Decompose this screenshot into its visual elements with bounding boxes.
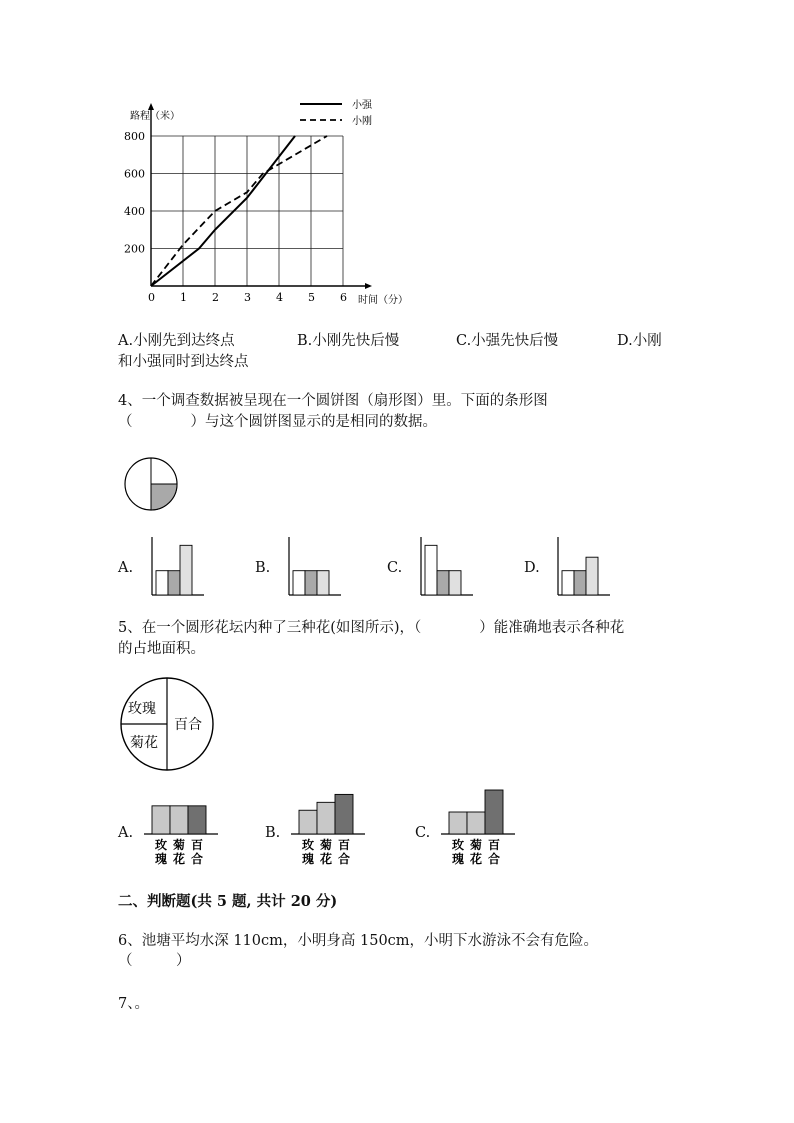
q5-bar-chart-c [439, 785, 519, 870]
bar [317, 802, 335, 834]
bar-category-label: 合 [338, 852, 351, 866]
bar [449, 812, 467, 834]
y-axis-arrow [148, 103, 154, 110]
x-tick-label: 3 [244, 291, 251, 304]
q4-bar-chart-a [148, 535, 206, 597]
bar [299, 810, 317, 834]
x-axis-arrow [365, 283, 372, 289]
q5-pie-chart [118, 675, 216, 773]
q4-bar-chart-b [285, 535, 343, 597]
bar [467, 812, 485, 834]
bar [305, 571, 317, 595]
bar-category-label: 瑰 [302, 852, 315, 866]
pie-slice-shaded [151, 484, 177, 510]
q6-answer-blank: （ ） [118, 953, 191, 969]
bar [574, 571, 586, 595]
bar [562, 571, 574, 595]
q4-bar-chart-c [417, 535, 475, 597]
q4-pie-chart [122, 455, 180, 513]
bar [485, 790, 503, 834]
bar-category-label: 瑰 [452, 852, 465, 866]
x-tick-label: 2 [212, 291, 219, 304]
bar-category-label: 菊 [173, 838, 186, 852]
bar-category-label: 花 [173, 852, 186, 866]
bar-category-label: 花 [320, 852, 333, 866]
bar [168, 571, 180, 595]
pie-label-chrysanthemum: 菊花 [130, 735, 158, 751]
x-tick-label: 4 [276, 291, 283, 304]
pie-label-lily: 百合 [174, 717, 202, 733]
chart-legend [300, 98, 373, 127]
bar [425, 545, 437, 595]
bar [317, 571, 329, 595]
q5-question-line1: 5、在一个圆形花坛内种了三种花(如图所示)，（ ）能准确地表示各种花 [118, 620, 625, 636]
y-axis-label: 路程（米） [130, 111, 180, 122]
bar-category-label: 菊 [470, 838, 483, 852]
q4-option-label-c: C. [387, 560, 403, 576]
y-tick-label: 400 [124, 205, 145, 218]
q5-question-line2: 的占地面积。 [118, 641, 205, 657]
bar-category-label: 合 [191, 852, 204, 866]
x-tick-label: 5 [308, 291, 315, 304]
bar-category-label: 百 [338, 838, 351, 852]
bar-category-label: 百 [191, 838, 204, 852]
q4-option-label-a: A. [118, 560, 134, 576]
q5-bar-chart-a [142, 785, 222, 870]
q4-bar-chart-d [554, 535, 612, 597]
bar [170, 806, 188, 834]
q5-option-label-a: A. [118, 825, 134, 841]
bar [180, 545, 192, 595]
q4-option-label-d: D. [524, 560, 540, 576]
q3-option-c: C.小强先快后慢 [456, 333, 559, 349]
q3-option-b: B.小刚先快后慢 [297, 333, 400, 349]
y-tick-label: 200 [124, 242, 145, 256]
bar [152, 806, 170, 834]
y-tick-label: 800 [124, 130, 145, 143]
bar [156, 571, 168, 595]
bar-category-label: 玫 [452, 838, 465, 852]
bar [449, 571, 461, 595]
q5-option-label-b: B. [265, 825, 281, 841]
q3-option-d-continued: 和小强同时到达终点 [118, 354, 249, 370]
x-tick-label: 1 [180, 291, 187, 304]
legend-label-1: 小强 [352, 100, 372, 111]
q3-option-a: A.小刚先到达终点 [118, 333, 235, 349]
y-tick-label: 600 [124, 167, 145, 181]
bar-category-label: 花 [470, 852, 483, 866]
q3-option-d: D.小刚 [617, 333, 662, 349]
q5-bar-chart-b [289, 785, 369, 870]
x-axis-label: 时间（分） [358, 295, 408, 306]
q4-question-line2: （ ）与这个圆饼图显示的是相同的数据。 [118, 414, 437, 430]
x-tick-label: 6 [340, 291, 347, 304]
bar [335, 794, 353, 834]
origin-label: 0 [148, 291, 155, 304]
q4-question-line1: 4、一个调查数据被呈现在一个圆饼图（扇形图）里。下面的条形图 [118, 393, 548, 409]
q5-option-label-c: C. [415, 825, 431, 841]
bar-category-label: 菊 [320, 838, 333, 852]
bar-category-label: 瑰 [155, 852, 168, 866]
pie-label-rose: 玫瑰 [128, 701, 156, 717]
bar-category-label: 玫 [155, 838, 168, 852]
bar [586, 557, 598, 595]
bar-category-label: 玫 [302, 838, 315, 852]
q3-line-chart [110, 95, 420, 310]
bar-category-label: 合 [488, 852, 501, 866]
bar [293, 571, 305, 595]
bar [437, 571, 449, 595]
legend-label-2: 小刚 [352, 116, 372, 127]
q6-question: 6、池塘平均水深 110cm，小明身高 150cm，小明下水游泳不会有危险。 [118, 933, 599, 949]
bar-category-label: 百 [488, 838, 501, 852]
section-2-title: 二、判断题(共 5 题, 共计 20 分) [118, 893, 338, 910]
q7-question: 7、。 [118, 996, 149, 1012]
q4-option-label-b: B. [255, 560, 271, 576]
bar [188, 806, 206, 834]
